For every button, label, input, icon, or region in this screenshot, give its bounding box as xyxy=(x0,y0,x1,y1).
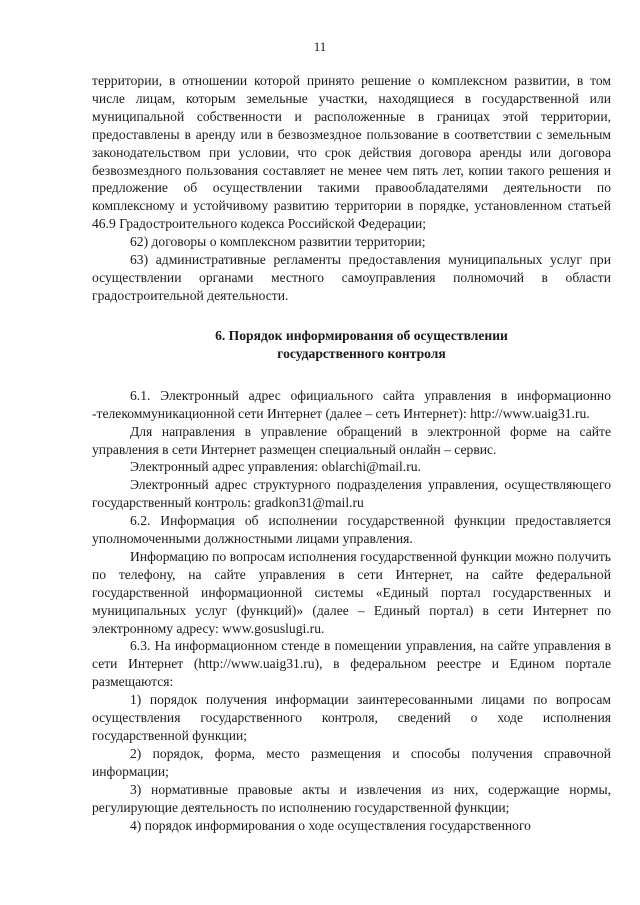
paragraph: 63) административные регламенты предоставления муниципальных услуг при осуществлении органами местного самоуправления полномочий в области градостроительной деятельности. xyxy=(92,252,611,303)
paragraph: Электронный адрес управления: oblarchi@mail.ru. xyxy=(130,459,421,475)
paragraph: 62) договоры о комплексном развитии территории; xyxy=(130,234,426,250)
paragraph: территории, в отношении которой принято решение о комплексном развитии, в том числе лицам, которым земельные участки, находящиеся в государственной или муниципальной собственности и расположенные в границах этой территории, предоставлены в аренду или в безвозмездное пользование в соответствии с земельным законодательством при условии, что срок действия договора аренды или договора безвозмездного пользования составляет не менее чем пять лет, копии такого решения и предложение об осуществлении такими правообладателями деятельности по комплексному и устойчивому развитию территории в порядке, установленном статьей 46.9 Градостроительного кодекса Российской Федерации; xyxy=(92,73,611,232)
list-item: 1) порядок получения информации заинтересованными лицами по вопросам осуществления государственного контроля, сведений о ходе исполнения государственной функции; xyxy=(92,692,611,743)
page-number: 11 xyxy=(313,39,327,54)
paragraph: 6.2. Информация об исполнении государственной функции предоставляется уполномоченными должностными лицами управления. xyxy=(92,513,611,547)
section-heading xyxy=(92,327,611,363)
paragraph: Электронный адрес структурного подразделения управления, осуществляющего государственный контроль: gradkon31@mail.ru xyxy=(92,477,611,511)
list-item: 3) нормативные правовые акты и извлечения из них, содержащие нормы, регулирующие деятельность по исполнению государственной функции; xyxy=(92,781,611,815)
section-heading-line: 6. Порядок информирования об осуществлении xyxy=(215,327,508,343)
paragraph: Информацию по вопросам исполнения государственной функции можно получить по телефону, на сайте управления в сети Интернет, на сайте федеральной государственной информационной системы «Единый портал государственных и муниципальных услуг (функций)» (далее – Единый портал) в сети Интернет по электронному адресу: www.gosuslugi.ru. xyxy=(92,548,611,636)
paragraph: Для направления в управление обращений в электронной форме на сайте управления в сети Интернет размещен специальный онлайн – сервис. xyxy=(92,423,611,457)
paragraph: 6.1. Электронный адрес официального сайта управления в информационно -телекоммуникационной сети Интернет (далее – сеть Интернет): http://www.uaig31.ru. xyxy=(92,387,611,421)
document-body xyxy=(92,72,611,834)
section-heading-line: государственного контроля xyxy=(277,345,446,361)
paragraph: 6.3. На информационном стенде в помещении управления, на сайте управления в сети Интернет (http://www.uaig31.ru), в федеральном реестре и Едином портале размещаются: xyxy=(92,638,611,690)
list-item: 2) порядок, форма, место размещения и способы получения справочной информации; xyxy=(92,745,611,779)
list-item: 4) порядок информирования о ходе осуществления государственного xyxy=(130,817,531,833)
